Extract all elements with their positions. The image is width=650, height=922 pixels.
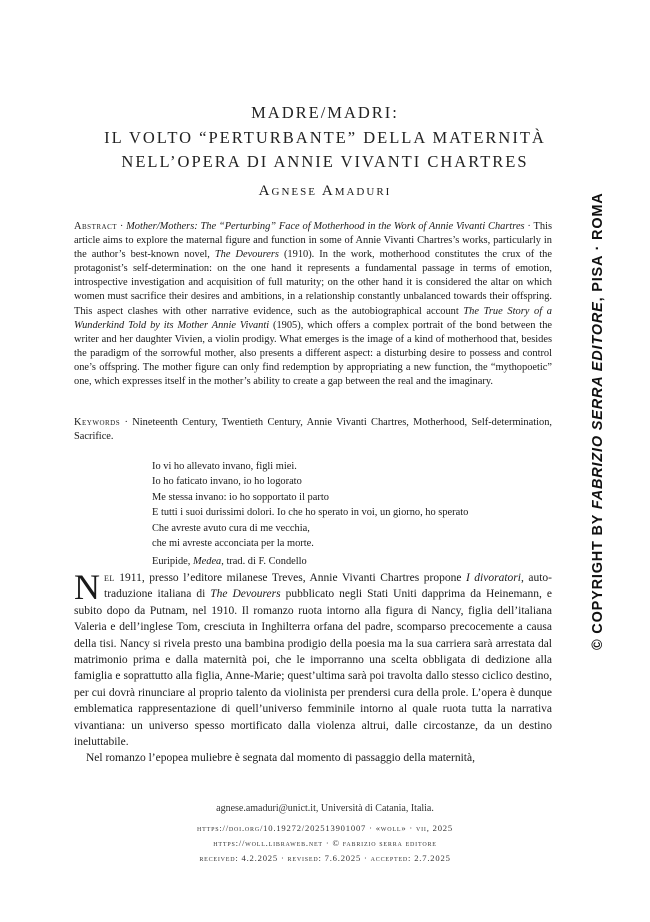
epigraph-source	[152, 554, 468, 569]
doi-line: https://doi.org/10.19272/202513901007 · «woll» · vii, 2025	[197, 823, 453, 833]
epigraph-line: Che avreste avuto cura di me vecchia,	[152, 522, 310, 534]
article-title-line-2: IL VOLTO “PERTURBANTE” DELLA MATERNITÀ	[104, 128, 546, 147]
body-text	[74, 567, 552, 767]
paragraph-1-text-c: pubblicato negli Stati Uniti dapprima da Heinemann, e subito dopo da Putnam, nel 1910. Il romanzo ruota intorno alla figura di Nancy, figlia dell’italiana Valeria e dell’inglese Tom, cresciuta in Inghilterra orfana del padre, scomparso precocemente a causa della tisi. Nancy si rivela presto una bambina prodigio della poesia ma la sua carriera sarà arrestata dal matrimonio prima e dalla maternità poi, che le imporranno una scelta obbligata di dedizione alla famiglia e soprattutto alla figlia, Anne-Marie; quest’ultima sarà poi travolta dallo stesso ciclico destino, per cui dovrà rinunciare al proprio talento da violinista per prendersi cura della prole. L’opera è dunque emblematica rappresentazione di quell’universo femminile intorno al quale ruota tutta la narrativa vivantiana: un universo spesso mortificato dalla violenza altrui, dalle circostanze, da un destino ineluttabile.	[74, 588, 552, 749]
epigraph-source-author: Euripide,	[152, 556, 193, 568]
paragraph-2: Nel romanzo l’epopea muliebre è segnata dal momento di passaggio della maternità,	[86, 752, 475, 765]
publisher-line: https://woll.libraweb.net · © fabrizio serra editore	[213, 838, 437, 848]
opening-word: el	[104, 572, 115, 584]
epigraph-line: E tutti i suoi durissimi dolori. Io che ho sperato in voi, un giorno, ho sperato	[152, 507, 469, 519]
author-name: Agnese Amaduri	[258, 183, 392, 199]
abstract-novel-title: The Devourers	[214, 249, 279, 261]
abstract-separator-2: ·	[524, 221, 534, 232]
paragraph-1	[74, 567, 552, 750]
article-title-line-1: MADRE/MADRI:	[251, 103, 399, 122]
copyright-suffix: , PISA · ROMA	[590, 192, 606, 302]
epigraph-source-translator: , trad. di F. Condello	[221, 556, 307, 568]
copyright-publisher: FABRIZIO SERRA EDITORE	[590, 301, 606, 510]
paragraph-1-text-b: , auto-traduzione italiana di	[104, 572, 552, 601]
drop-cap: N	[74, 567, 100, 607]
keywords-text: · Nineteenth Century, Twentieth Century, Annie Vivanti Chartres, Motherhood, Self-determination, Sacrifice.	[74, 417, 552, 443]
epigraph-source-work: Medea	[192, 556, 222, 568]
abstract-title: Mother/Mothers: The “Perturbing” Face of Motherhood in the Work of Annie Vivanti Chartres	[126, 221, 525, 232]
epigraph	[152, 459, 468, 570]
abstract-text-a: This article aims to explore the maternal figure and function in some of Annie Vivanti Chartres’s works, particularly in the author’s best-known novel,	[74, 221, 553, 261]
author-affiliation: agnese.amaduri@unict.it, Università di Catania, Italia.	[216, 803, 434, 814]
paragraph-1-title-italian: I divoratori	[465, 572, 521, 584]
abstract-text-b: (1910). In the work, motherhood constitutes the crux of the protagonist’s self-determination: on the one hand it represents a fundamental passage in terms of emotion, introspective investigation and acquisition of full maturity; on the other hand it is considered the altar on which women must sacrifice their desires and ambitions, in a relationship constantly unbalanced towards their offspring. This aspect clashes with other narrative evidence, such as the autobiographical account	[74, 249, 552, 317]
paragraph-1-title-english: The Devourers	[210, 588, 281, 601]
keywords-label: Keywords	[74, 417, 121, 428]
article-title-line-3: NELL’OPERA DI ANNIE VIVANTI CHARTRES	[121, 152, 529, 171]
epigraph-line: Io vi ho allevato invano, figli miei.	[152, 461, 297, 472]
keywords	[74, 416, 552, 444]
paragraph-1-text-a: 1911, presso l’editore milanese Treves, Annie Vivanti Chartres propone	[114, 572, 466, 584]
copyright-sidebar	[590, 192, 606, 650]
abstract-text-c: (1905), which offers a complex portrait of the bond between the writer and her daughter Vivien, a violin prodigy. What emerges is the image of a kind of motherhood that, besides the paradigm of the sorrowful mother, also presents a different aspect: a disturbing desire to possess and control one’s offspring. The mother figure can only find redemption by appropriating a new function, the “mythopoetic” one, which expresses itself in the mother’s ability to create a gap between the real and the imaginary.	[74, 319, 552, 388]
abstract	[74, 220, 552, 389]
abstract-label: Abstract	[74, 221, 118, 232]
copyright-prefix: © COPYRIGHT BY	[590, 509, 606, 650]
epigraph-line: Me stessa invano: io ho sopportato il parto	[152, 491, 329, 503]
epigraph-line: Io ho faticato invano, io ho logorato	[152, 476, 302, 488]
dates-line: received: 4.2.2025 · revised: 7.6.2025 · accepted: 2.7.2025	[199, 853, 451, 863]
abstract-account-title: The True Story of a Wunderkind Told by its Mother Annie Vivanti	[74, 305, 552, 331]
epigraph-line: che mi avreste acconciata per la morte.	[152, 538, 314, 550]
abstract-separator: ·	[117, 221, 127, 232]
